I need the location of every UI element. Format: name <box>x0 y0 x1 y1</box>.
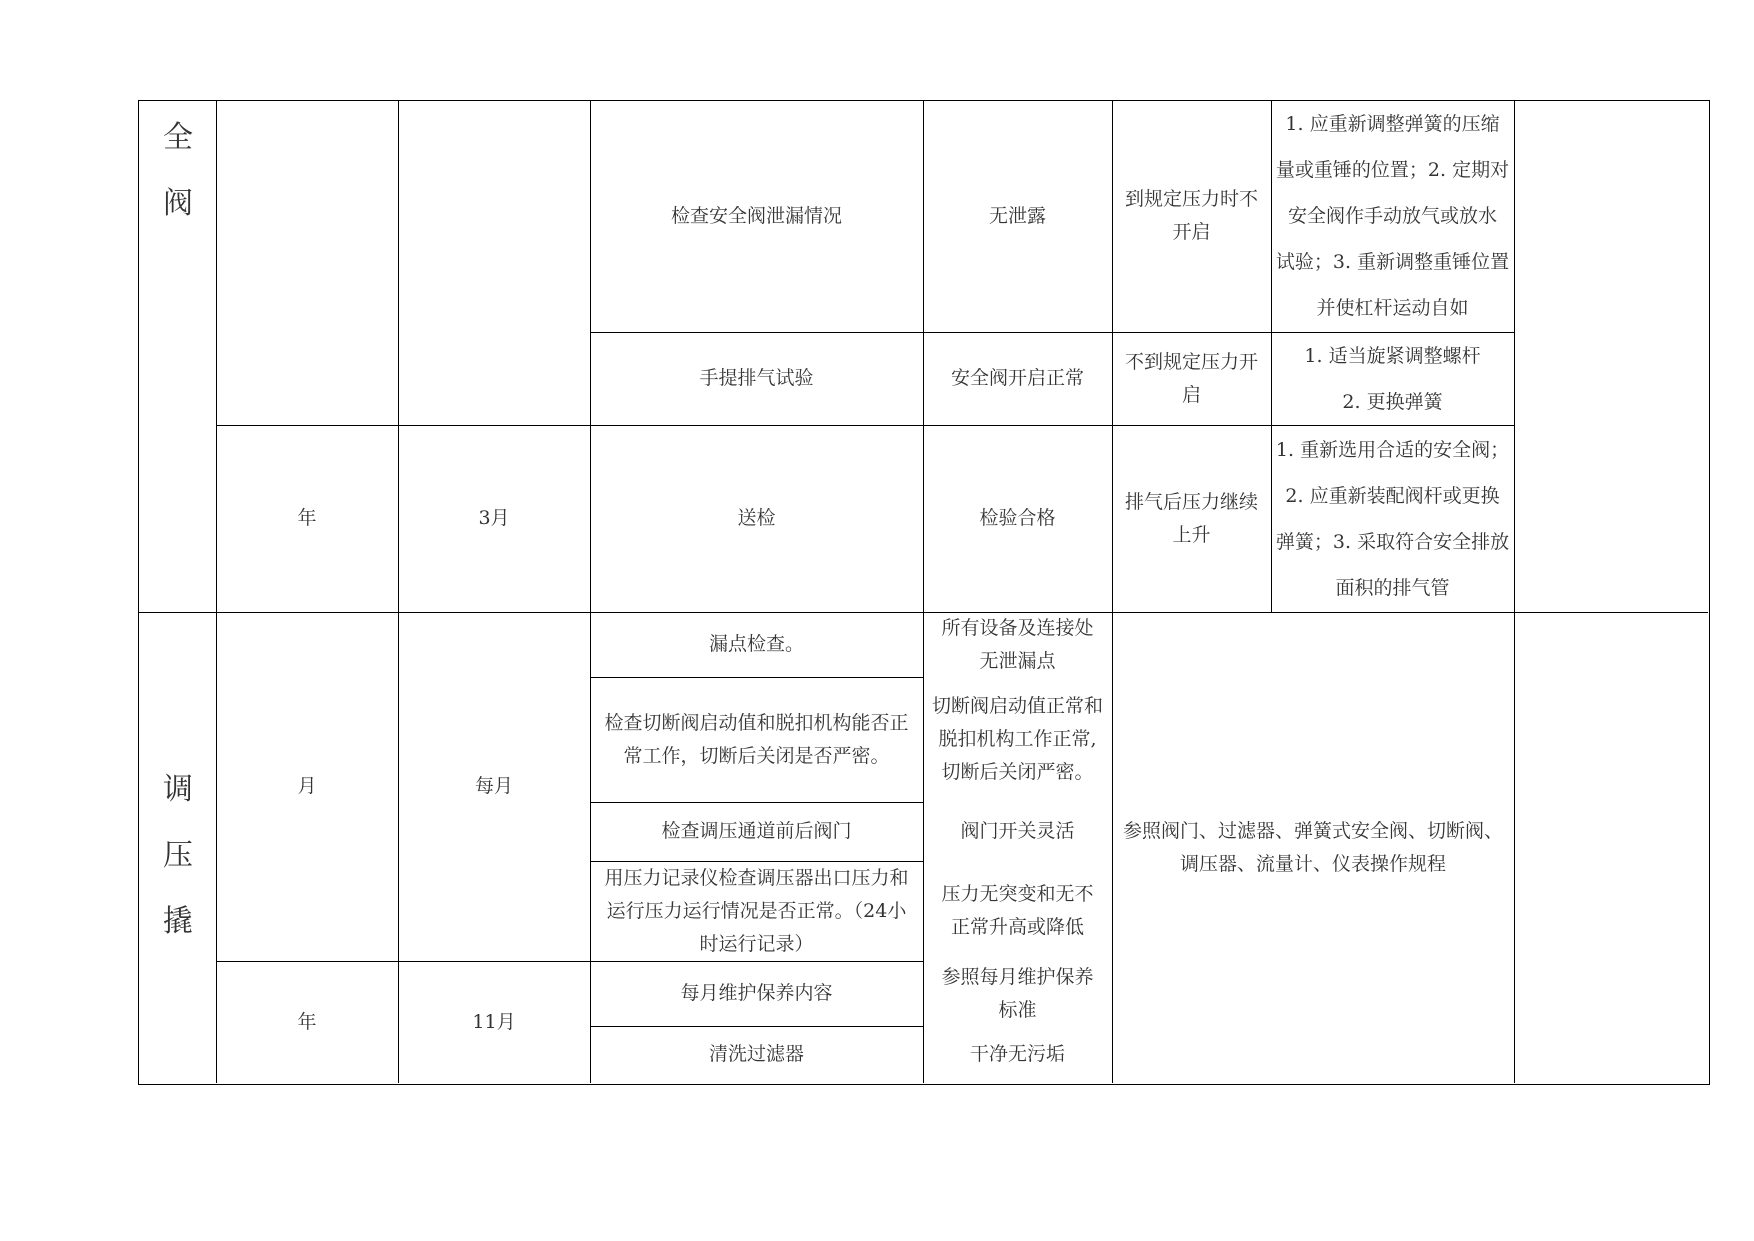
item-cell <box>590 100 923 332</box>
item-cell <box>590 332 923 425</box>
remedy-line: 1. 适当旋紧调整螺杆 <box>1304 344 1481 367</box>
item-text: 漏点检查。 <box>708 633 804 655</box>
remedy-line: 并使杠杆运动自如 <box>1316 297 1469 319</box>
remedy-line: 1. 应重新调整弹簧的压缩 <box>1285 113 1500 135</box>
frequency-label: 3月 <box>478 507 510 529</box>
remedy-list <box>1276 101 1509 331</box>
category-pressure-skid <box>148 764 208 940</box>
standard-cell <box>923 1026 1112 1083</box>
standard-cell <box>923 100 1112 332</box>
item-text: 每月维护保养内容 <box>680 982 833 1004</box>
standard-cell <box>923 612 1112 677</box>
remedy-list <box>1304 333 1480 425</box>
category-char: 阀 <box>163 186 193 221</box>
standard-text: 切断阀启动值正常和脱扣机构工作正常,切断后关闭严密。 <box>931 695 1103 783</box>
standard-cell <box>923 802 1112 861</box>
period-label: 月 <box>297 775 317 797</box>
remedy-line: 试验；3. 重新调整重锤位置 <box>1275 251 1510 273</box>
remedy-cell <box>1271 100 1514 332</box>
fault-cell <box>1112 425 1271 612</box>
standard-text: 无泄露 <box>988 204 1046 227</box>
frequency-label: 每月 <box>474 775 513 797</box>
fault-cell <box>1112 332 1271 425</box>
fault-text: 排气后压力继续上升 <box>1124 490 1258 546</box>
standard-cell <box>923 677 1112 802</box>
frequency-cell <box>398 961 590 1083</box>
standard-text: 阀门开关灵活 <box>960 820 1075 842</box>
fault-text: 不到规定压力开启 <box>1124 350 1258 406</box>
standard-text: 所有设备及连接处无泄漏点 <box>941 616 1094 672</box>
period-label: 年 <box>297 507 317 529</box>
item-cell <box>590 612 923 677</box>
standard-cell <box>923 861 1112 961</box>
standard-text: 压力无突变和无不正常升高或降低 <box>941 883 1094 938</box>
remarks-cell <box>1514 612 1708 1083</box>
item-cell <box>590 1026 923 1083</box>
reference-text: 参照阀门、过滤器、弹簧式安全阀、切断阀、调压器、流量计、仪表操作规程 <box>1122 819 1503 875</box>
remedy-list <box>1276 427 1509 611</box>
remedy-cell <box>1271 425 1514 612</box>
category-char: 调 <box>163 772 193 807</box>
category-char: 压 <box>163 838 193 873</box>
item-text: 检查安全阀泄漏情况 <box>670 204 842 227</box>
item-cell <box>590 961 923 1026</box>
item-cell <box>590 802 923 861</box>
category-safety-valve <box>148 112 208 222</box>
standard-text: 检验合格 <box>979 507 1056 529</box>
period-cell <box>216 612 398 961</box>
item-cell <box>590 677 923 802</box>
standard-text: 安全阀开启正常 <box>950 367 1084 389</box>
item-text: 清洗过滤器 <box>708 1043 804 1065</box>
remedy-line: 安全阀作手动放气或放水 <box>1287 205 1497 227</box>
standard-text: 干净无污垢 <box>969 1043 1065 1065</box>
remedy-line: 量或重锤的位置；2. 定期对 <box>1275 159 1510 181</box>
fault-text: 到规定压力时不开启 <box>1124 188 1258 243</box>
item-text: 检查调压通道前后阀门 <box>661 820 852 842</box>
remedy-line: 2. 应重新装配阀杆或更换 <box>1285 484 1500 507</box>
remedy-line: 1. 重新选用合适的安全阀； <box>1275 438 1510 461</box>
remedy-line: 2. 更换弹簧 <box>1342 390 1443 413</box>
remedy-line: 弹簧；3. 采取符合安全排放 <box>1275 530 1510 553</box>
frequency-label: 11月 <box>472 1010 516 1033</box>
item-cell <box>590 425 923 612</box>
remarks-cell <box>1514 100 1708 612</box>
frequency-cell <box>398 425 590 612</box>
reference-cell <box>1112 612 1514 1083</box>
item-text: 送检 <box>737 507 776 529</box>
standard-cell <box>923 332 1112 425</box>
category-char: 全 <box>163 120 193 155</box>
period-cell <box>216 425 398 612</box>
frequency-cell <box>398 612 590 961</box>
standard-text: 参照每月维护保养标准 <box>941 965 1094 1021</box>
item-cell <box>590 861 923 961</box>
standard-cell <box>923 425 1112 612</box>
remedy-line: 面积的排气管 <box>1335 576 1450 599</box>
item-text: 检查切断阀启动值和脱扣机构能否正常工作，切断后关闭是否严密。 <box>604 711 909 767</box>
item-text: 手提排气试验 <box>699 367 814 389</box>
period-cell <box>216 961 398 1083</box>
period-label: 年 <box>297 1010 317 1033</box>
fault-cell <box>1112 100 1271 332</box>
remedy-cell <box>1271 332 1514 425</box>
item-text: 用压力记录仪检查调压器出口压力和运行压力运行情况是否正常。（24小时运行记录） <box>604 866 909 955</box>
standard-cell <box>923 961 1112 1026</box>
category-char: 撬 <box>163 904 193 939</box>
